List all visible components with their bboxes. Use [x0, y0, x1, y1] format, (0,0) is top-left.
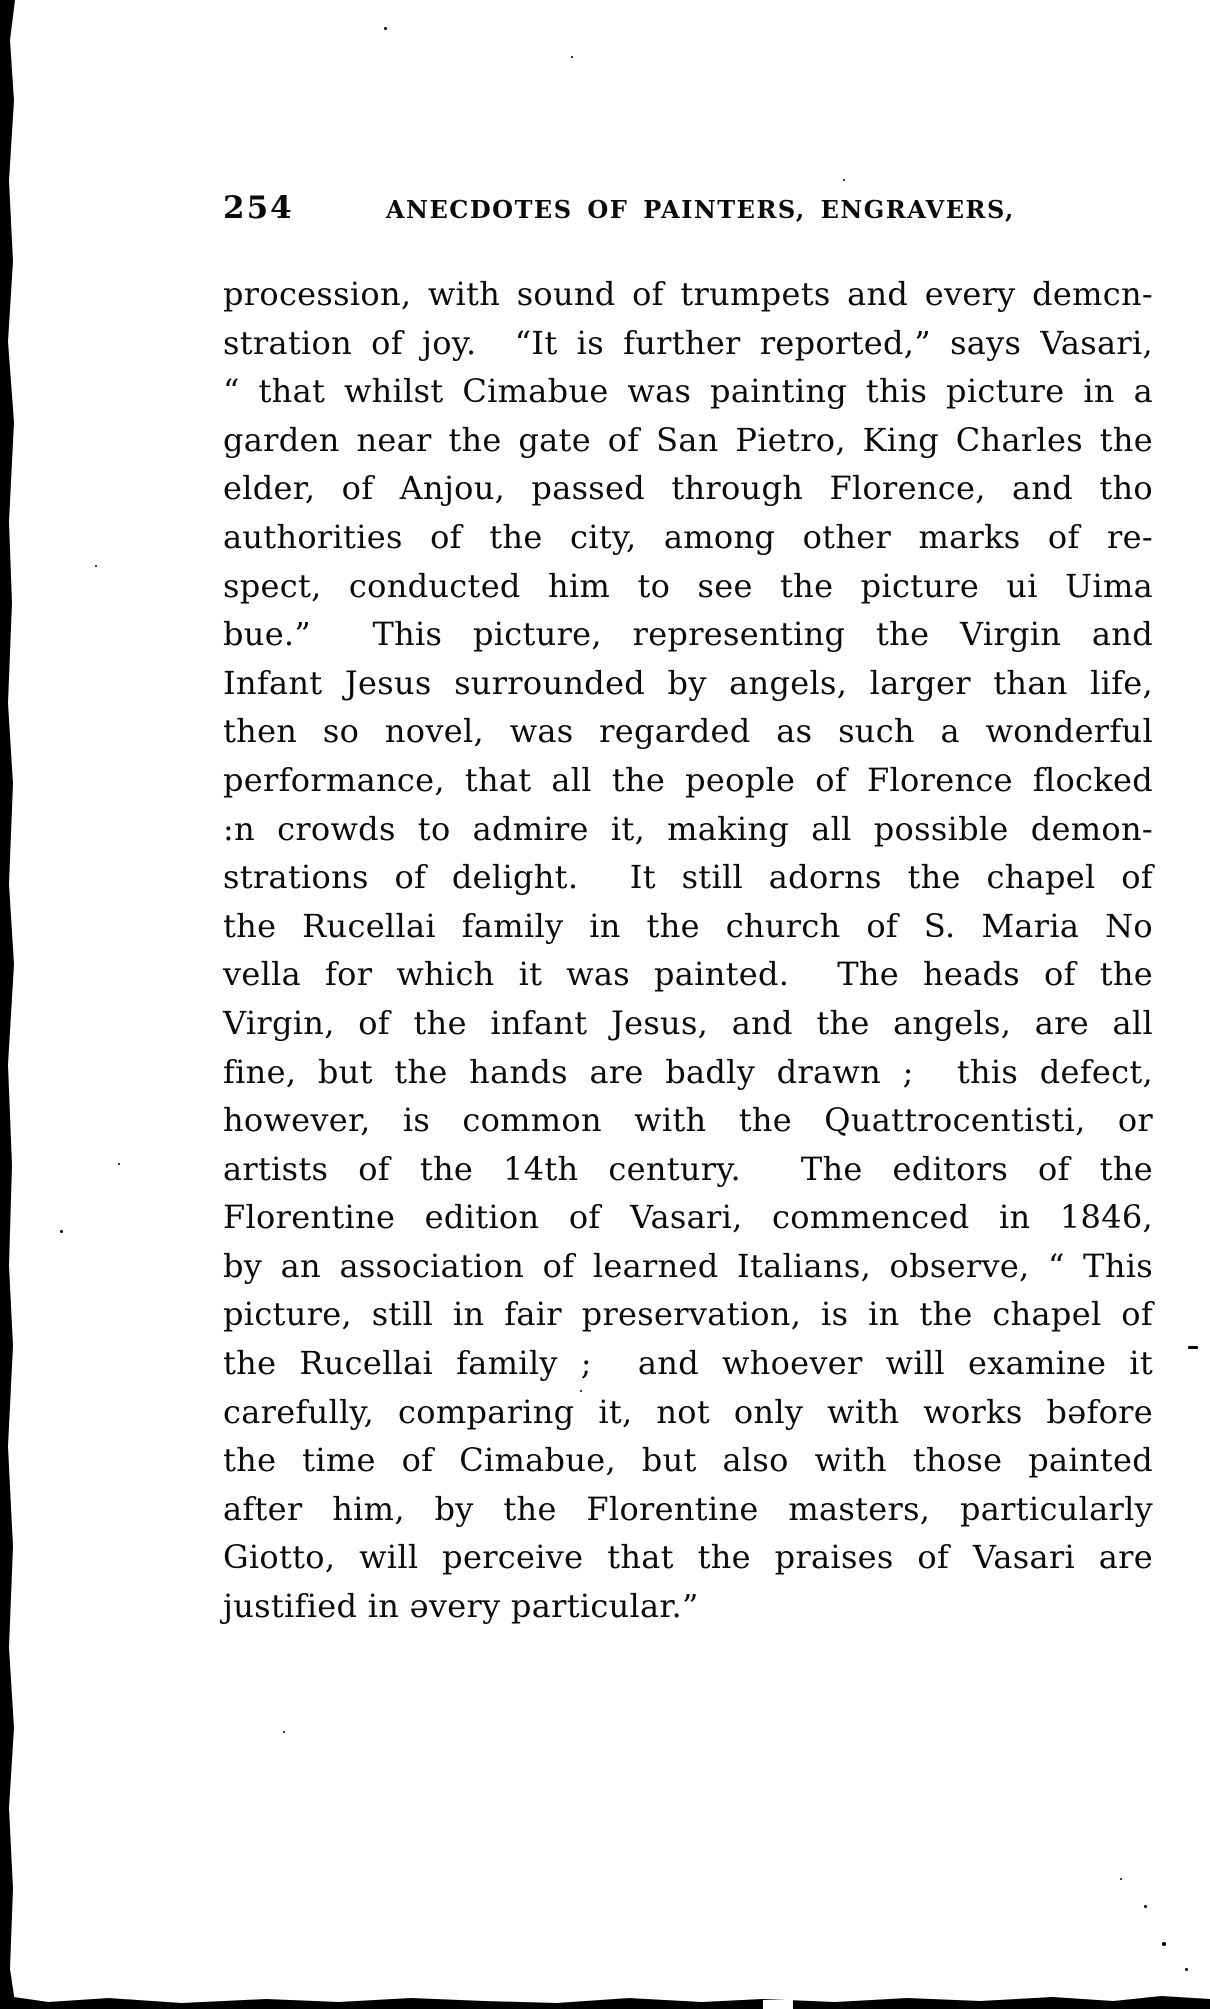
text-line: performance, that all the people of Florence flocked — [223, 760, 1153, 799]
text-line: bue.” This picture, representing the Virgin and — [223, 615, 1153, 654]
ink-speck — [384, 27, 387, 30]
text-line: carefully, comparing it, not only with works bəfore — [223, 1392, 1153, 1431]
scan-edge-left — [0, 0, 18, 2009]
ink-speck — [1162, 1942, 1166, 1946]
text-line: justified in əvery particular.” — [223, 1587, 699, 1626]
ink-speck — [118, 1163, 120, 1165]
ink-speck — [1188, 1346, 1198, 1349]
text-line: Giotto, will perceive that the praises of Vasari are — [223, 1538, 1153, 1577]
ink-speck — [1144, 1905, 1147, 1908]
running-head — [223, 190, 1153, 226]
text-line: artists of the 14th century. The editors of the — [223, 1149, 1153, 1188]
text-line: fine, but the hands are badly drawn ; this defect, — [223, 1052, 1153, 1091]
scan-edge-bottom — [0, 1993, 1210, 2009]
text-line: authorities of the city, among other marks of re- — [223, 517, 1153, 556]
text-line: garden near the gate of San Pietro, King Charles the — [223, 420, 1153, 459]
page-number: 254 — [223, 190, 294, 226]
text-line: procession, with sound of trumpets and every demcn- — [223, 275, 1153, 313]
ink-speck — [843, 179, 845, 181]
ink-speck — [1120, 1878, 1122, 1880]
text-line: however, is common with the Quattrocentisti, or — [223, 1101, 1153, 1140]
text-line: the Rucellai family in the church of S. Maria No — [223, 906, 1153, 945]
text-line: elder, of Anjou, passed through Florence, and tho — [223, 469, 1153, 508]
text-line: vella for which it was painted. The heads of the — [223, 955, 1153, 994]
text-line: spect, conducted him to see the picture ui Uima — [223, 566, 1153, 605]
ink-speck — [283, 1731, 285, 1733]
text-line: picture, still in fair preservation, is in the chapel of — [223, 1295, 1153, 1334]
text-line: strations of delight. It still adorns the chapel of — [223, 858, 1153, 897]
text-line: the Rucellai family ; and whoever will examine it — [223, 1344, 1153, 1383]
running-header-title: ANECDOTES OF PAINTERS, ENGRAVERS, — [385, 195, 1015, 224]
scan-edge-gap — [763, 2000, 793, 2009]
ink-speck — [60, 1230, 63, 1233]
text-line: stration of joy. “It is further reported,” says Vasari, — [223, 323, 1153, 362]
text-line: the time of Cimabue, but also with those painted — [223, 1441, 1153, 1480]
text-line: :n crowds to admire it, making all possible demon- — [223, 809, 1153, 848]
text-line: “ that whilst Cimabue was painting this picture in a — [223, 372, 1153, 411]
text-line: Infant Jesus surrounded by angels, larger than life, — [223, 663, 1153, 702]
text-line: after him, by the Florentine masters, particularly — [223, 1489, 1153, 1528]
ink-speck — [95, 565, 97, 567]
ink-speck — [571, 56, 573, 58]
text-line: then so novel, was regarded as such a wonderful — [223, 712, 1153, 751]
text-line: by an association of learned Italians, observe, “ This — [223, 1246, 1153, 1285]
body-text-block — [223, 270, 1153, 1631]
text-line: Virgin, of the infant Jesus, and the angels, are all — [223, 1003, 1153, 1042]
text-line: Florentine edition of Vasari, commenced in 1846, — [223, 1198, 1153, 1237]
ink-speck — [1185, 1968, 1188, 1971]
